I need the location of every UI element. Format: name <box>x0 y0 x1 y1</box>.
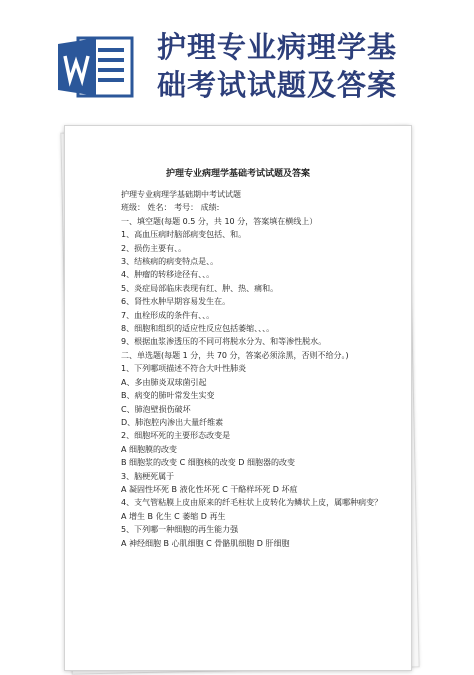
banner-title-line1: 护理专业病理学基 <box>157 30 398 64</box>
question-line: 5、下列哪一种细胞的再生能力强 <box>121 525 239 535</box>
question-line: 9、根据血浆渗透压的不同可将脱水分为、和等渗性脱水。 <box>121 337 327 347</box>
exam-heading: 护理专业病理学基础期中考试试题 <box>121 190 241 199</box>
question-line: 2、细胞坏死的主要形态改变是 <box>121 431 231 441</box>
question-line: 7、血栓形成的条件有、、。 <box>121 310 215 320</box>
question-line: 4、肿瘤的转移途径有、、。 <box>121 270 215 280</box>
student-info-line: 班级： 姓名： 考号： 成绩: <box>121 203 220 213</box>
option-line: A 增生 B 化生 C 萎缩 D 再生 <box>121 511 226 521</box>
question-line: 1、高血压病时脑部病变包括、和。 <box>121 230 247 240</box>
question-line: 3、结核病的病变特点是、。 <box>121 257 219 267</box>
question-line: 6、肾性水肿早期容易发生在。 <box>121 297 231 307</box>
option-line: A 凝固性坏死 B 液化性坏死 C 干酪样坏死 D 坏疽 <box>121 484 298 494</box>
question-line: 5、炎症局部临床表现有红、肿、热、痛和。 <box>121 283 279 293</box>
document-title: 护理专业病理学基础考试试题及答案 <box>165 169 310 179</box>
question-line: 4、支气管粘膜上皮由原来的纤毛柱状上皮转化为鳞状上皮，属哪种病变？ <box>121 498 383 508</box>
document-preview <box>60 125 414 669</box>
document-page <box>64 125 412 671</box>
question-line: 1、下列哪项描述不符合大叶性肺炎 <box>121 364 247 374</box>
option-line: C、肺泡壁损伤破坏 <box>121 404 191 414</box>
option-line: A、多由肺炎双球菌引起 <box>121 377 207 387</box>
word-icon <box>58 36 134 98</box>
option-line: B 细胞浆的改变 C 细胞核的改变 D 细胞器的改变 <box>121 458 295 468</box>
banner <box>0 0 474 120</box>
option-line: B、病变的肺叶常发生实变 <box>121 391 215 401</box>
question-line: 8、细胞和组织的适应性反应包括萎缩、、、。 <box>121 324 275 334</box>
question-line: 2、损伤主要有、。 <box>121 243 187 253</box>
section-fill-in-heading: 一、填空题(每题 0.5 分，共 10 分，答案填在横线上） <box>121 216 318 226</box>
option-line: A 神经细胞 B 心肌细胞 C 骨骼肌细胞 D 肝细胞 <box>121 538 290 548</box>
option-line: A 细胞膜的改变 <box>121 444 178 454</box>
section-single-choice-heading: 二、单选题(每题 1 分，共 70 分，答案必须涂黑，否则不给分。) <box>121 350 349 360</box>
question-line: 3、脑梗死属于 <box>121 471 175 481</box>
banner-title <box>157 28 467 104</box>
banner-title-line2: 础考试试题及答案 <box>157 68 398 102</box>
document-body <box>121 188 406 550</box>
option-line: D、肺泡腔内渗出大量纤维素 <box>121 417 224 427</box>
